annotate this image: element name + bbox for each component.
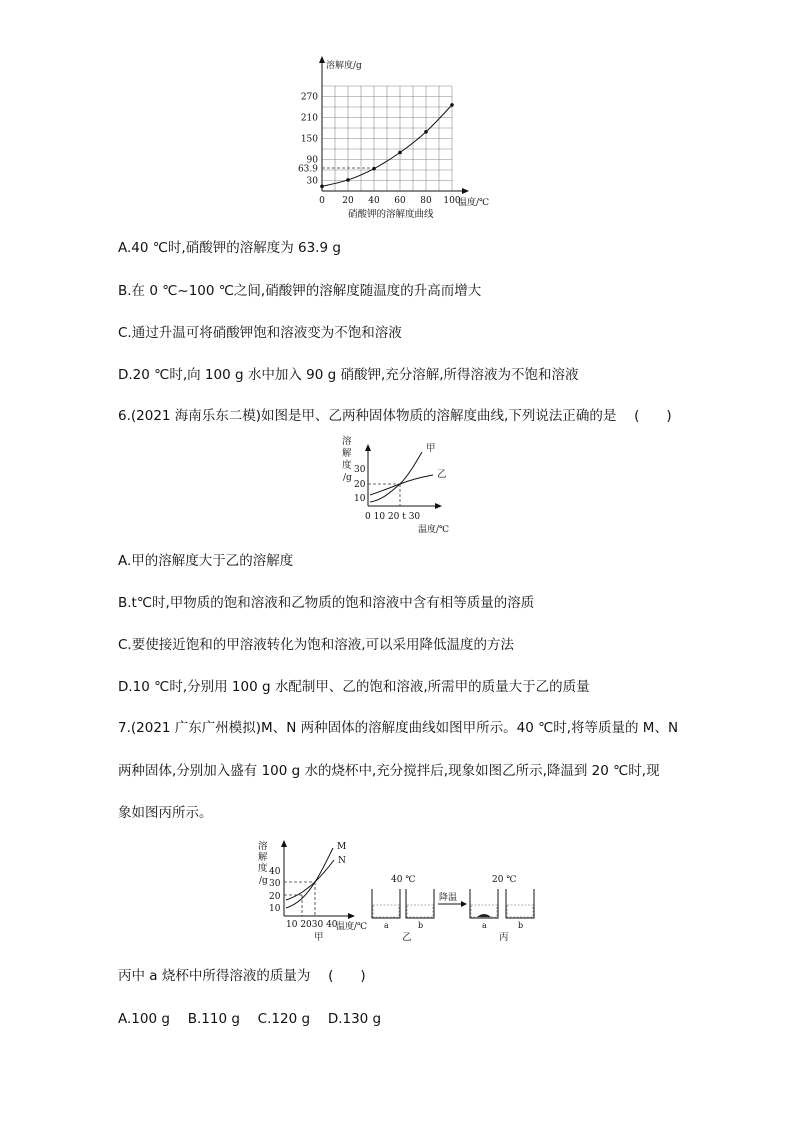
y-tick-label: 30: [306, 176, 318, 187]
y-label-char: /g: [259, 876, 268, 886]
beaker-label-a: a: [482, 921, 487, 930]
y-tick-label: 63.9: [297, 164, 318, 175]
q6-option-d: D.10 ℃时,分别用 100 g 水配制甲、乙的饱和溶液,所需甲的质量大于乙的质量: [118, 679, 590, 695]
x-tick-labels: 10 2030 40: [286, 920, 338, 930]
q7-stem-line2: 两种固体,分别加入盛有 100 g 水的烧杯中,充分搅拌后,现象如图乙所示,降温到 20 ℃时,现: [118, 763, 660, 779]
y-label-char: 度: [258, 863, 268, 874]
x-tick-label: 0: [319, 196, 325, 206]
cool-arrowhead: [461, 901, 467, 907]
y-tick-label: 40: [269, 867, 281, 877]
q5-option-c: C.通过升温可将硝酸钾饱和溶液变为不饱和溶液: [118, 325, 402, 341]
label-jia: 甲: [314, 932, 324, 943]
q7-stem-line1: 7.(2021 广东广州模拟)M、N 两种固体的溶解度曲线如图甲所示。40 ℃时,将等质量的 M、N: [118, 720, 679, 736]
y-label-char: 度: [342, 460, 352, 471]
mn-solubility-figure: [254, 836, 554, 946]
x-tick-label: 40: [368, 196, 380, 206]
q7-question: 丙中 a 烧杯中所得溶液的质量为 ( ): [118, 968, 366, 984]
data-point: [372, 167, 376, 171]
label-yi: 乙: [437, 469, 447, 480]
x-axis-label: 温度/℃: [418, 525, 450, 535]
y-tick-label: 20: [269, 892, 281, 902]
q6-option-b: B.t℃时,甲物质的饱和溶液和乙物质的饱和溶液中含有相等质量的溶质: [118, 595, 535, 611]
jia-yi-solubility-chart: [338, 432, 468, 538]
x-axis-arrow: [462, 188, 469, 194]
chart-grid: [322, 86, 452, 191]
data-point: [450, 103, 454, 107]
y-label-char: 溶: [258, 841, 268, 852]
y-tick-label: 30: [269, 879, 281, 889]
beaker-a-yi: [372, 889, 400, 918]
q5-option-a: A.40 ℃时,硝酸钾的溶解度为 63.9 g: [118, 240, 341, 256]
y-axis-arrow: [319, 56, 325, 63]
q6-option-a: A.甲的溶解度大于乙的溶解度: [118, 553, 294, 569]
arrow-label: 降温: [439, 893, 458, 903]
y-tick-label: 210: [300, 113, 318, 124]
data-point: [424, 130, 428, 134]
kno3-solubility-chart: [286, 54, 516, 224]
label-yi: 乙: [402, 932, 412, 943]
x-tick-label: 100: [443, 196, 461, 206]
y-tick-label: 270: [300, 92, 318, 103]
q6-option-c: C.要使接近饱和的甲溶液转化为饱和溶液,可以采用降低温度的方法: [118, 637, 515, 653]
curve-yi: [370, 475, 433, 495]
y-tick-label: 90: [306, 155, 318, 166]
y-axis-arrow: [365, 444, 371, 451]
y-axis-label: 溶解度/g: [326, 61, 362, 71]
label-n: N: [338, 856, 346, 866]
q7-stem-line3: 象如图丙所示。: [118, 805, 213, 821]
q6-stem: 6.(2021 海南乐东二模)如图是甲、乙两种固体物质的溶解度曲线,下列说法正确的是 ( ): [118, 408, 672, 424]
label-m: M: [337, 842, 347, 852]
y-label-char: 解: [258, 852, 268, 863]
beaker-a-bing: [470, 889, 498, 918]
beaker-label-b: b: [518, 921, 524, 930]
data-point: [398, 151, 402, 155]
x-axis-arrow: [348, 913, 355, 919]
data-point: [346, 178, 350, 182]
x-axis-label: 温度/℃: [336, 922, 368, 932]
y-label-char: /g: [343, 473, 352, 483]
curve-m: [286, 848, 333, 908]
beaker-label-a: a: [384, 921, 389, 930]
x-axis-label: 温度/℃: [458, 198, 490, 208]
y-label-char: 解: [342, 448, 352, 459]
beaker-label-b: b: [418, 921, 424, 930]
curve-jia: [370, 452, 422, 502]
x-tick-label: 20: [342, 196, 354, 206]
y-tick-label: 20: [354, 480, 366, 490]
q7-options: A.100 g B.110 g C.120 g D.130 g: [118, 1011, 382, 1027]
beaker-b-bing: [506, 889, 534, 918]
label-jia: 甲: [426, 443, 436, 454]
temp-40: 40 ℃: [391, 875, 416, 885]
temp-20: 20 ℃: [492, 875, 517, 885]
y-axis-arrow: [281, 840, 287, 847]
y-label-char: 溶: [342, 436, 352, 447]
y-tick-label: 30: [354, 465, 366, 475]
y-tick-label: 150: [300, 134, 318, 145]
label-bing: 丙: [499, 932, 509, 943]
x-tick-labels: 0 10 20 t 30: [365, 512, 421, 522]
q5-option-b: B.在 0 ℃~100 ℃之间,硝酸钾的溶解度随温度的升高而增大: [118, 283, 482, 299]
beaker-b-yi: [406, 889, 434, 918]
data-point: [320, 185, 324, 189]
y-tick-label: 10: [354, 494, 366, 504]
curve-n: [286, 860, 334, 900]
x-axis-arrow: [435, 503, 442, 509]
y-tick-label: 10: [269, 904, 281, 914]
x-tick-label: 60: [394, 196, 406, 206]
chart-caption: 硝酸钾的溶解度曲线: [348, 209, 434, 220]
q5-option-d: D.20 ℃时,向 100 g 水中加入 90 g 硝酸钾,充分溶解,所得溶液为不饱和溶液: [118, 367, 579, 383]
x-tick-label: 80: [420, 196, 432, 206]
